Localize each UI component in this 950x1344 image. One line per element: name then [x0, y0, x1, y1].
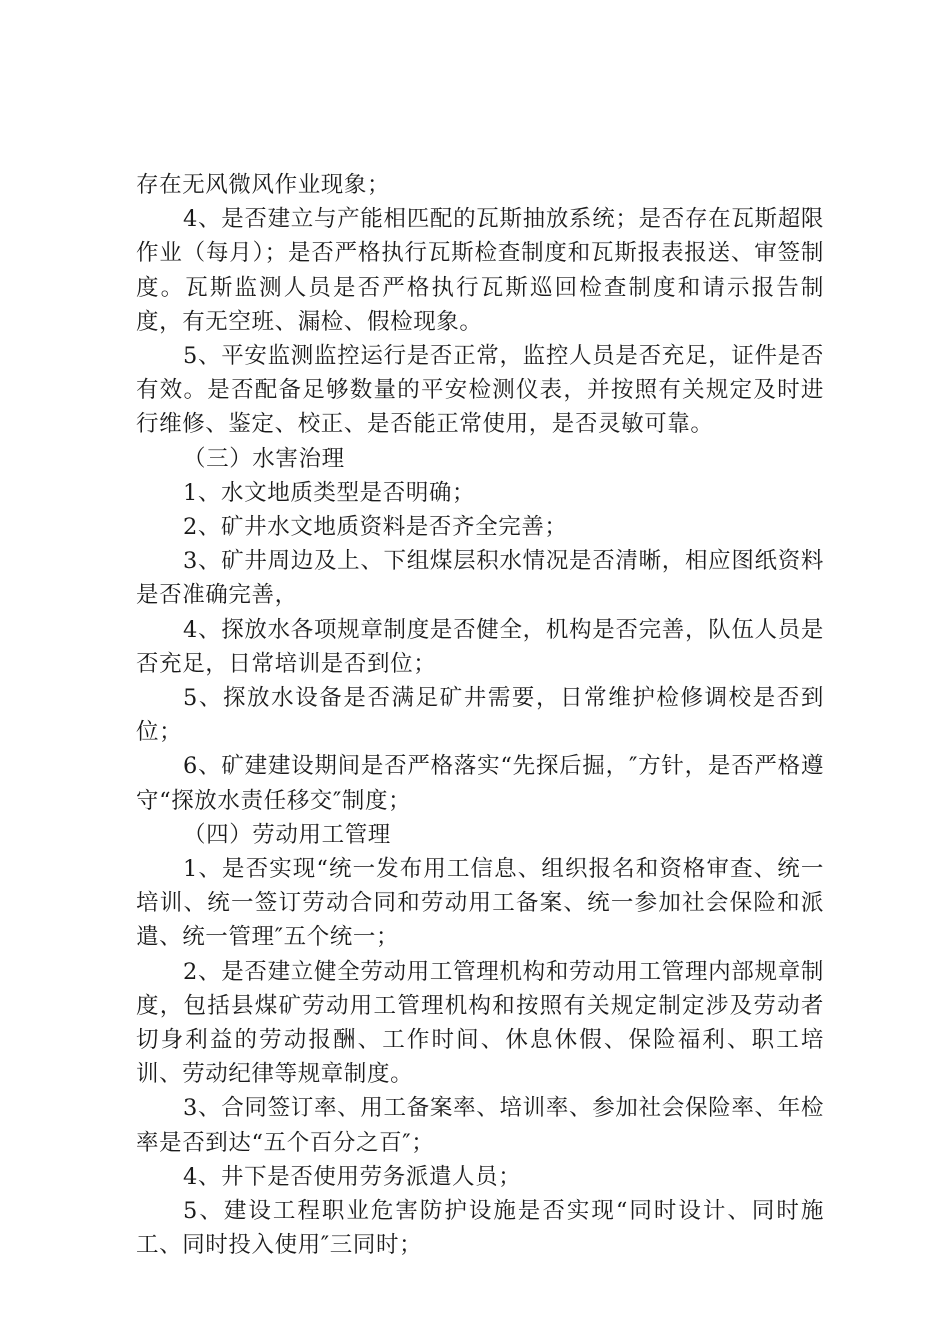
paragraph-water-2: 2、矿井水文地质资料是否齐全完善； [183, 514, 568, 541]
section-heading-water-hazard: （三）水害治理 [183, 445, 345, 472]
paragraph-labor-1: 1、是否实现“统一发布用工信息、组织报名和资格审查、统一培训、统一签订劳动合同和劳动用工备案、统一参加社会保险和派遣、统一管理″五个统一； [136, 856, 824, 951]
paragraph-safety-monitoring: 5、平安监测监控运行是否正常，监控人员是否充足，证件是否有效。是否配备足够数量的平安检测仪表，并按照有关规定及时进行维修、鉴定、校正、是否能正常使用，是否灵敏可靠。 [136, 343, 824, 438]
paragraph-labor-3: 3、合同签订率、用工备案率、培训率、参加社会保险率、年检率是否到达“五个百分之百″； [136, 1095, 824, 1156]
paragraph-labor-2: 2、是否建立健全劳动用工管理机构和劳动用工管理内部规章制度，包括县煤矿劳动用工管理机构和按照有关规定制定涉及劳动者切身利益的劳动报酬、工作时间、休息休假、保险福利、职工培训、劳动纪律等规章制度。 [136, 958, 824, 1088]
paragraph-labor-4: 4、井下是否使用劳务派遣人员； [183, 1163, 522, 1190]
section-heading-labor: （四）劳动用工管理 [183, 821, 391, 848]
paragraph-water-6: 6、矿建建设期间是否严格落实“先探后掘，″方针，是否严格遵守“探放水责任移交″制度； [136, 753, 824, 814]
paragraph-water-1: 1、水文地质类型是否明确； [183, 479, 476, 506]
document-body [136, 168, 824, 1263]
paragraph-water-3: 3、矿井周边及上、下组煤层积水情况是否清晰，相应图纸资料是否准确完善， [136, 548, 824, 609]
paragraph-water-4: 4、探放水各项规章制度是否健全，机构是否完善，队伍人员是否充足，日常培训是否到位； [136, 616, 824, 677]
paragraph-water-5: 5、探放水设备是否满足矿井需要，日常维护检修调校是否到位； [136, 685, 824, 746]
paragraph-continuation: 存在无风微风作业现象； [136, 172, 391, 198]
paragraph-labor-5: 5、建设工程职业危害防护设施是否实现“同时设计、同时施工、同时投入使用″三同时； [136, 1198, 824, 1259]
paragraph-gas-drainage: 4、是否建立与产能相匹配的瓦斯抽放系统；是否存在瓦斯超限作业（每月）；是否严格执行瓦斯检查制度和瓦斯报表报送、审签制度。瓦斯监测人员是否严格执行瓦斯巡回检查制度和请示报告制度，有无空班、漏检、假检现象。 [136, 206, 824, 335]
